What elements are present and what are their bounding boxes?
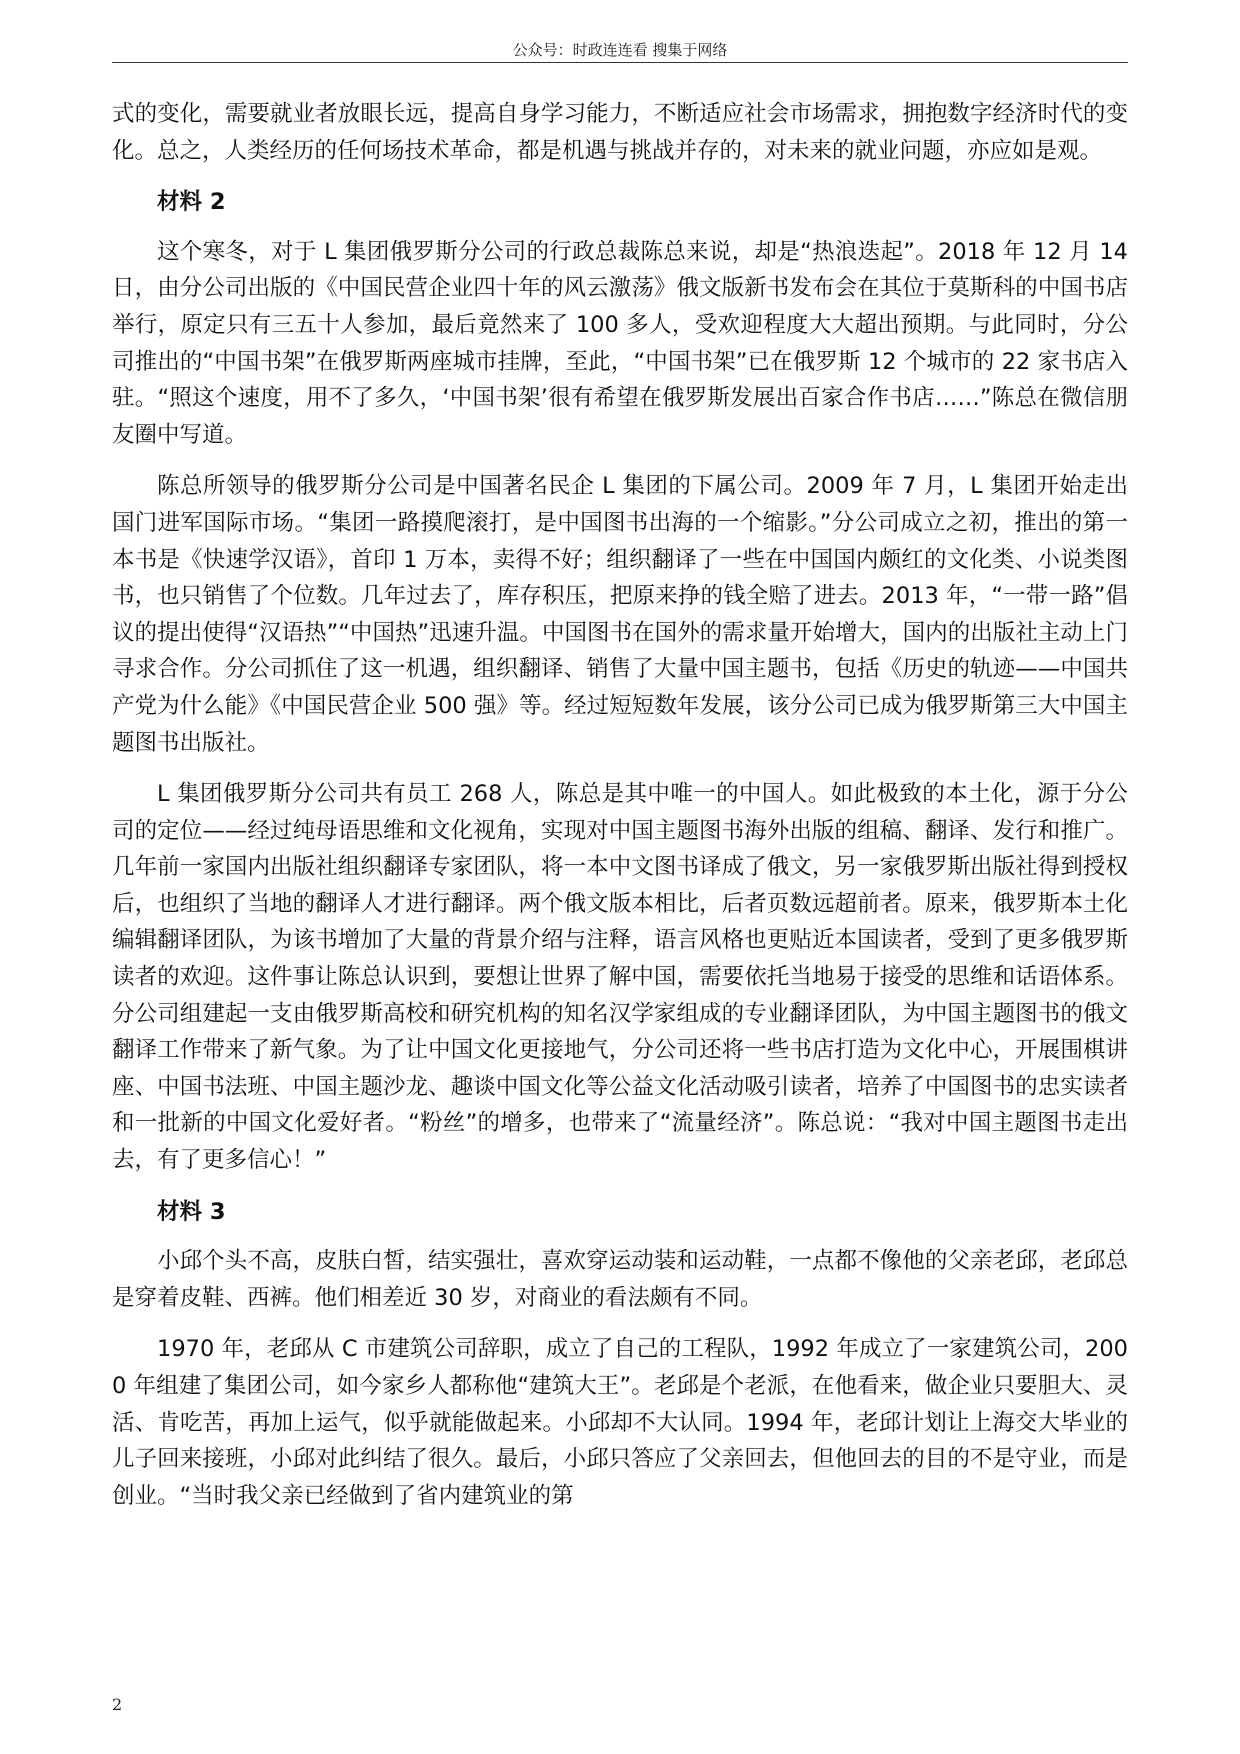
paragraph: 1970 年，老邱从 C 市建筑公司辞职，成立了自己的工程队，1992 年成立了一家建筑公司，2000 年组建了集团公司，如今家乡人都称他“建筑大王”。老邱是个老派，在他看来，做企业只要胆大、灵活、肯吃苦，再加上运气，似乎就能做起来。小邱却不大认同。1994 年，老邱计划让上海交大毕业的儿子回来接班，小邱对此纠结了很久。最后，小邱只答应了父亲回去，但他回去的目的不是守业，而是创业。“当时我父亲已经做到了省内建筑业的第 bbox=[112, 1336, 1128, 1509]
paragraph: L 集团俄罗斯分公司共有员工 268 人，陈总是其中唯一的中国人。如此极致的本土化，源于分公司的定位——经过纯母语思维和文化视角，实现对中国主题图书海外出版的组稿、翻译、发行和推广。几年前一家国内出版社组织翻译专家团队，将一本中文图书译成了俄文，另一家俄罗斯出版社得到授权后，也组织了当地的翻译人才进行翻译。两个俄文版本相比，后者页数远超前者。原来，俄罗斯本土化编辑翻译团队，为该书增加了大量的背景介绍与注释，语言风格也更贴近本国读者，受到了更多俄罗斯读者的欢迎。这件事让陈总认识到，要想让世界了解中国，需要依托当地易于接受的思维和话语体系。分公司组建起一支由俄罗斯高校和研究机构的知名汉学家组成的专业翻译团队，为中国主题图书的俄文翻译工作带来了新气象。为了让中国文化更接地气，分公司还将一些书店打造为文化中心，开展围棋讲座、中国书法班、中国主题沙龙、趣谈中国文化等公益文化活动吸引读者，培养了中国图书的忠实读者和一批新的中国文化爱好者。“粉丝”的增多，也带来了“流量经济”。陈总说：“我对中国主题图书走出去，有了更多信心！” bbox=[112, 781, 1128, 1174]
page-number: 2 bbox=[112, 1695, 123, 1714]
header-divider bbox=[112, 62, 1128, 63]
paragraph: 式的变化，需要就业者放眼长远，提高自身学习能力，不断适应社会市场需求，拥抱数字经济时代的变化。总之，人类经历的任何场技术革命，都是机遇与挑战并存的，对未来的就业问题，亦应如是观。 bbox=[112, 101, 1128, 164]
section-heading: 材料 2 bbox=[157, 189, 226, 216]
paragraph: 这个寒冬，对于 L 集团俄罗斯分公司的行政总裁陈总来说，却是“热浪迭起”。2018 年 12 月 14 日，由分公司出版的《中国民营企业四十年的风云激荡》俄文版新书发布会在其位于莫斯科的中国书店举行，原定只有三五十人参加，最后竟然来了 100 多人，受欢迎程度大大超出预期。与此同时，分公司推出的“中国书架”在俄罗斯两座城市挂牌，至此，“中国书架”已在俄罗斯 12 个城市的 22 家书店入驻。“照这个速度，用不了多久，‘中国书架’很有希望在俄罗斯发展出百家合作书店……”陈总在微信朋友圈中写道。 bbox=[112, 238, 1128, 448]
section-heading: 材料 3 bbox=[157, 1198, 226, 1225]
paragraph: 陈总所领导的俄罗斯分公司是中国著名民企 L 集团的下属公司。2009 年 7 月，L 集团开始走出国门进军国际市场。“集团一路摸爬滚打，是中国图书出海的一个缩影。”分公司成立之初，推出的第一本书是《快速学汉语》，首印 1 万本，卖得不好；组织翻译了一些在中国国内颇红的文化类、小说类图书，也只销售了个位数。几年过去了，库存积压，把原来挣的钱全赔了进去。2013 年，“一带一路”倡议的提出使得“汉语热”“中国热”迅速升温。中国图书在国外的需求量开始增大，国内的出版社主动上门寻求合作。分公司抓住了这一机遇，组织翻译、销售了大量中国主题书，包括《历史的轨迹——中国共产党为什么能》《中国民营企业 500 强》等。经过短短数年发展，该分公司已成为俄罗斯第三大中国主题图书出版社。 bbox=[112, 473, 1128, 756]
document-body bbox=[112, 96, 1128, 1529]
page-header: 公众号：时政连连看 搜集于网络 bbox=[512, 41, 728, 59]
paragraph: 小邱个头不高，皮肤白皙，结实强壮，喜欢穿运动装和运动鞋，一点都不像他的父亲老邱，老邱总是穿着皮鞋、西裤。他们相差近 30 岁，对商业的看法颇有不同。 bbox=[112, 1248, 1128, 1311]
